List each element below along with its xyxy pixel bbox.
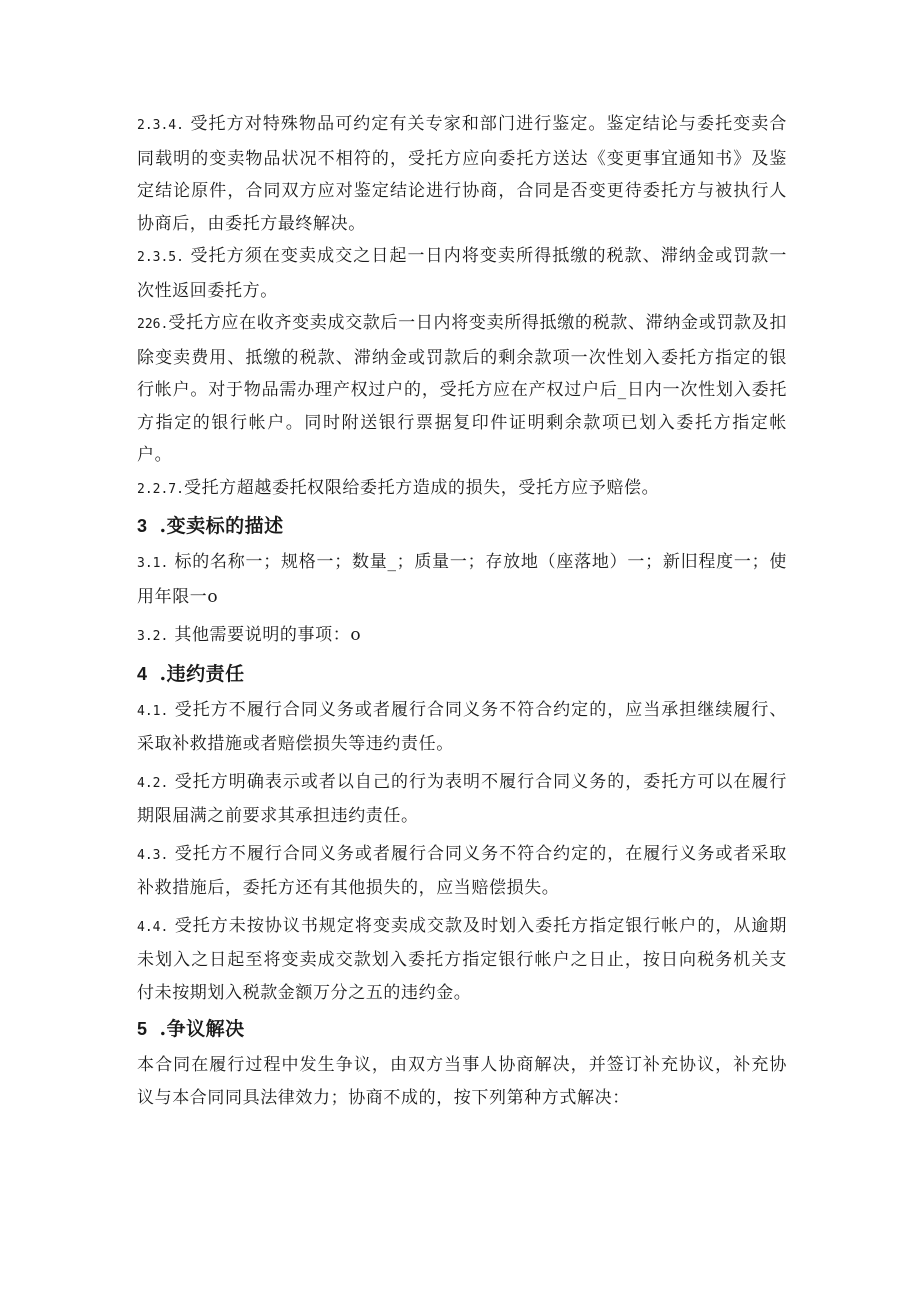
clause-number: 2.2.7.	[137, 481, 184, 497]
clause-text: 受托方未按协议书规定将变卖成交款及时划入委托方指定银行帐户的，从逾期未划入之日起至将变卖成交款划入委托方指定银行帐户之日止，按日向税务机关支付未按期划入税款金额万分之五的违约金。	[137, 915, 787, 1003]
clause-text: 受托方应在收齐变卖成交款后一日内将变卖所得抵缴的税款、滞纳金或罚款及扣除变卖费用、抵缴的税款、滞纳金或罚款后的剩余款项一次性划入委托方指定的银行帐户。对于物品需办理产权过户的，受托方应在产权过户后_日内一次性划入委托方指定的银行帐户。同时附送银行票据复印件证明剩余款项已划入委托方指定帐户。	[137, 313, 787, 465]
clause-text: 标的名称一；规格一；数量_；质量一；存放地（座落地）一；新旧程度一；使用年限一o	[137, 552, 787, 607]
dispute-resolution-paragraph	[137, 1049, 787, 1114]
document-page	[137, 108, 787, 1114]
section-number: 4	[137, 663, 148, 684]
clause-number: 4.2.	[137, 775, 169, 791]
clause-3-2	[137, 619, 787, 654]
section-title: .争议解决	[159, 1018, 245, 1040]
clause-text: 本合同在履行过程中发生争议，由双方当事人协商解决，并签订补充协议，补充协议与本合同同具法律效力；协商不成的，按下列第种方式解决：	[137, 1055, 787, 1108]
clause-3-1	[137, 546, 787, 613]
clause-4-3	[137, 838, 787, 905]
section-title: .变卖标的描述	[159, 515, 284, 537]
clause-2-3-4	[137, 108, 787, 240]
clause-4-1	[137, 694, 787, 761]
section-number: 3	[137, 516, 148, 536]
section-title: .违约责任	[159, 662, 245, 685]
clause-number: 2.3.5.	[137, 250, 184, 265]
clause-2-2-7	[137, 472, 787, 507]
clause-number: 4.1.	[137, 703, 169, 719]
clause-4-4	[137, 910, 787, 1010]
clause-text: 其他需要说明的事项：o	[168, 625, 362, 645]
clause-number: 3.2.	[137, 629, 169, 644]
section-heading-4	[137, 656, 787, 692]
clause-number: 4.3.	[137, 847, 169, 863]
clause-2-3-5	[137, 240, 787, 307]
clause-number: 4.4.	[137, 919, 169, 935]
clause-text: 受托方超越委托权限给委托方造成的损失，受托方应予赔偿。	[183, 477, 660, 498]
clause-4-2	[137, 766, 787, 833]
clause-number: 2.3.4.	[137, 118, 184, 133]
clause-number: 3.1.	[137, 556, 169, 571]
section-heading-5	[137, 1011, 787, 1047]
clause-226	[137, 307, 787, 472]
section-number: 5	[137, 1019, 148, 1039]
clause-text: 受托方明确表示或者以自己的行为表明不履行合同义务的，委托方可以在履行期限届满之前要求其承担违约责任。	[137, 771, 787, 826]
clause-number: 226.	[137, 317, 169, 332]
clause-text: 受托方须在变卖成交之日起一日内将变卖所得抵缴的税款、滞纳金或罚款一次性返回委托方。	[137, 246, 787, 301]
section-heading-3	[137, 508, 787, 544]
clause-text: 受托方对特殊物品可约定有关专家和部门进行鉴定。鉴定结论与委托变卖合同载明的变卖物品状况不相符的，受托方应向委托方送达《变更事宜通知书》及鉴定结论原件，合同双方应对鉴定结论进行协商，合同是否变更待委托方与被执行人协商后，由委托方最终解决。	[137, 114, 787, 234]
clause-text: 受托方不履行合同义务或者履行合同义务不符合约定的，在履行义务或者采取补救措施后，委托方还有其他损失的，应当赔偿损失。	[137, 843, 787, 898]
clause-text: 受托方不履行合同义务或者履行合同义务不符合约定的，应当承担继续履行、采取补救措施或者赔偿损失等违约责任。	[137, 699, 787, 754]
